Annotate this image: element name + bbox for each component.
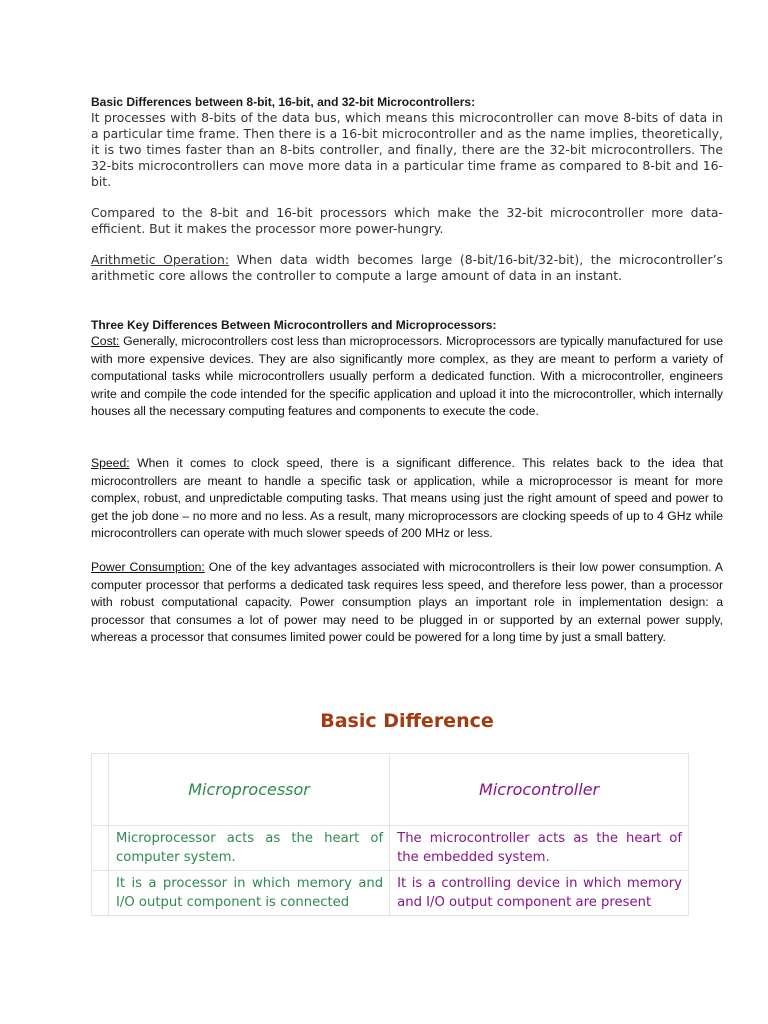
header-microprocessor: Microprocessor	[109, 754, 390, 826]
section-heading-key-differences: Three Key Differences Between Microcontrollers and Microprocessors:	[91, 318, 497, 332]
index-cell	[92, 826, 109, 871]
speed-text: When it comes to clock speed, there is a significant difference. This relates back to the idea that microcontrollers are meant to handle a specific task or application, while a microprocessor is meant for more complex, robust, and unpredictable computing tasks. That means using just the right amount of speed and power to get the job done – no more and no less. As a result, many microprocessors are clocking speeds of up to 4 GHz while microcontrollers can operate with much slower speeds of 200 MHz or less.	[91, 456, 723, 541]
arithmetic-operation-label: Arithmetic Operation:	[91, 252, 230, 267]
header-microcontroller: Microcontroller	[390, 754, 689, 826]
cost-text: Generally, microcontrollers cost less than microprocessors. Microprocessors are typically manufactured for use with more expensive devices. They are also significantly more complex, as they are meant to perform a variety of computational tasks while microcontrollers usually perform a dedicated function. With a microcontroller, engineers write and compile the code intended for the specific application and upload it into the microcontroller, which internally houses all the necessary computing features and components to execute the code.	[91, 334, 723, 419]
section-heading-bit-differences: Basic Differences between 8-bit, 16-bit, and 32-bit Microcontrollers:	[91, 95, 476, 109]
cell-microcontroller: The microcontroller acts as the heart of the embedded system.	[390, 826, 689, 871]
cost-label: Cost:	[91, 334, 120, 348]
power-consumption-label: Power Consumption:	[91, 560, 205, 574]
table-row	[92, 826, 689, 871]
paragraph-bit-widths: It processes with 8-bits of the data bus, which means this microcontroller can move 8-bits of data in a particular time frame. Then there is a 16-bit microcontroller and as the name implies, theoretically, it is two times faster than an 8-bits controller, and finally, there are the 32-bit microcontrollers. The 32-bits microcontrollers can move more data in a particular time frame as compared to 8-bit and 16-bit.	[91, 110, 723, 189]
cell-microcontroller-text: It is a controlling device in which memory and I/O output component are present	[397, 876, 682, 910]
cell-microcontroller	[390, 871, 689, 916]
power-consumption-text: One of the key advantages associated with microcontrollers is their low power consumption. A computer processor that performs a dedicated task requires less speed, and therefore less power, than a processor with robust computational capacity. Power consumption plays an important role in implementation design: a processor that consumes a lot of power may need to be plugged in or supported by an external power supply, whereas a processor that consumes limited power could be powered for a long time by just a small battery.	[91, 560, 723, 645]
cell-microprocessor-text: It is a processor in which memory and I/O output component is connected	[116, 876, 384, 910]
paragraph-cost	[91, 333, 723, 421]
arithmetic-operation-text: When data width becomes large (8-bit/16-bit/32-bit), the microcontroller’s arithmetic core allows the controller to compute a large amount of data in an instant.	[91, 252, 724, 283]
paragraph-speed	[91, 455, 723, 543]
cell-microprocessor	[109, 871, 390, 916]
comparison-table	[91, 753, 689, 916]
cell-microprocessor: Microprocessor acts as the heart of computer system.	[109, 826, 390, 871]
paragraph-data-efficiency: Compared to the 8-bit and 16-bit processors which make the 32-bit microcontroller more data-efficient. But it makes the processor more power-hungry.	[91, 205, 723, 236]
paragraph-arithmetic-operation	[91, 252, 723, 284]
table-header-row	[92, 754, 689, 826]
index-cell	[92, 871, 109, 916]
index-cell	[92, 754, 109, 826]
speed-label: Speed:	[91, 456, 130, 470]
table-row	[92, 871, 689, 916]
paragraph-power-consumption	[91, 559, 723, 647]
table-title: Basic Difference	[320, 710, 494, 732]
